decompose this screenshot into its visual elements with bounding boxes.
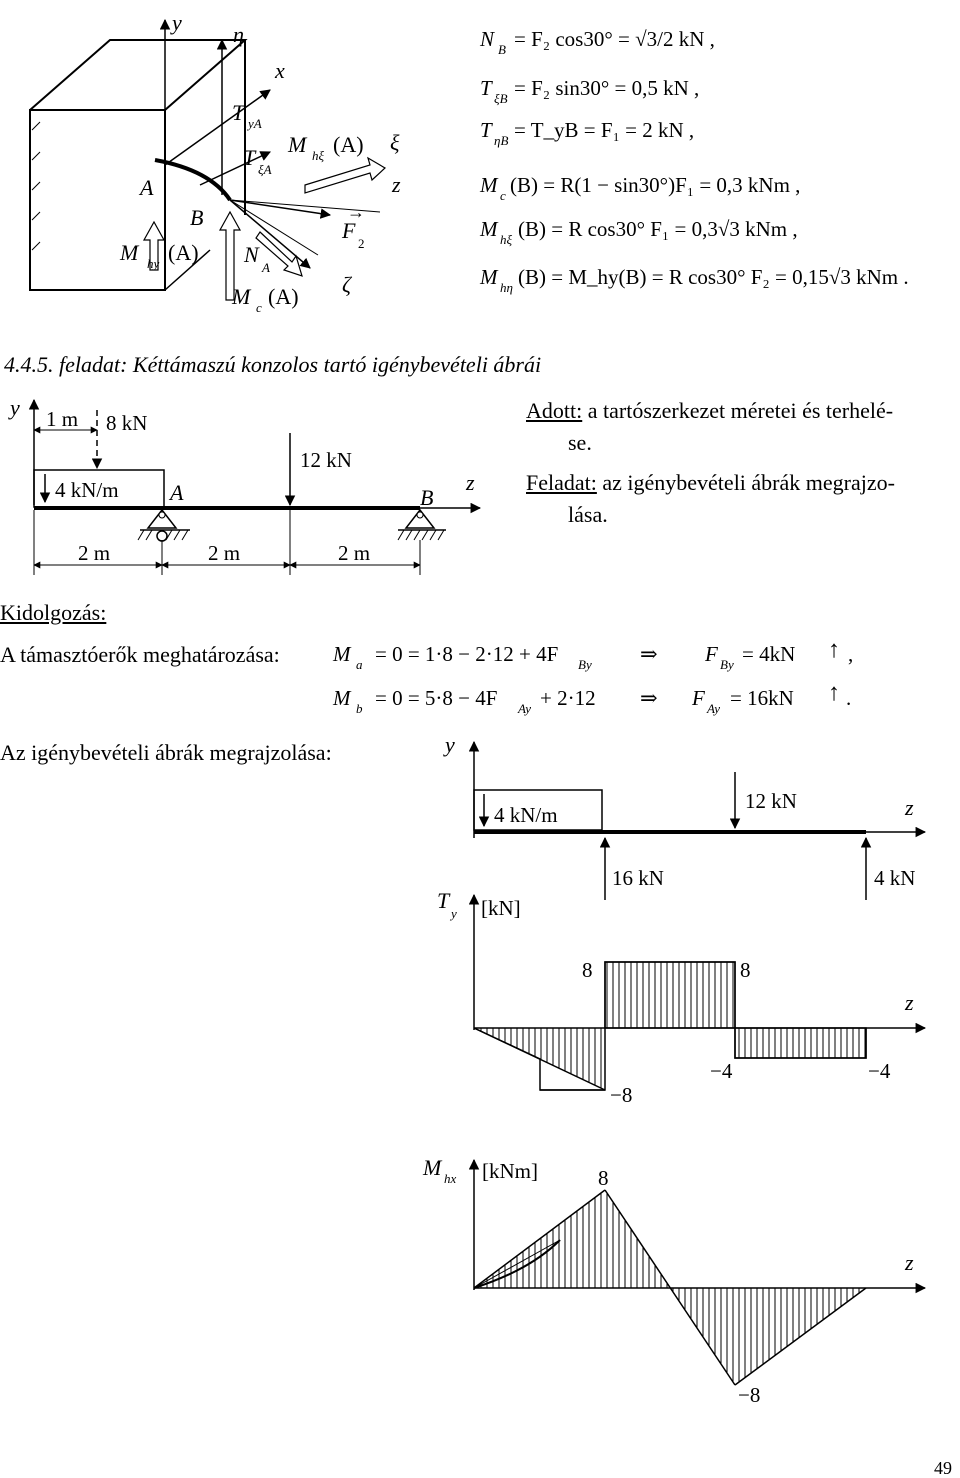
f2-lhs: T <box>480 76 492 100</box>
moment-8: 8 <box>598 1166 609 1190</box>
diag-load: 4 kN/m <box>494 803 558 827</box>
f3-lhs: T <box>480 118 492 142</box>
shear-z: z <box>905 990 914 1015</box>
beam-12kn: 12 kN <box>300 448 352 472</box>
f2-sub: ξB <box>494 91 508 106</box>
f4-rhs: (B) = R(1 − sin30°)F₁ = 0,3 kNm , <box>510 173 801 197</box>
beam-figure <box>8 395 480 575</box>
task-text-1: az igénybevételi ábrák megrajzo- <box>596 470 895 495</box>
f6-rhs: (B) = M_hy(B) = R cos30° F₂ = 0,15√3 kNm . <box>518 265 909 289</box>
shear-label: T <box>437 888 450 913</box>
shear-m4a: −4 <box>710 1059 733 1083</box>
task-line-2: lása. <box>568 502 608 527</box>
label-MhxiA-sub: hξ <box>312 148 325 163</box>
label-MhyA-sub: hy <box>147 256 160 271</box>
moment-z: z <box>905 1250 914 1275</box>
f6-lhs: M <box>480 265 498 289</box>
label-F2-sub: 2 <box>358 236 365 251</box>
diag-y: y <box>445 732 455 757</box>
shear-unit: [kN] <box>481 896 521 920</box>
top-formulas <box>479 27 909 295</box>
eq2-up: ↑ <box>828 680 840 706</box>
dim-1: 2 m <box>78 541 111 565</box>
moment-label: M <box>423 1155 442 1180</box>
shear-8a: 8 <box>582 958 593 982</box>
task-label: Feladat: <box>526 470 597 495</box>
label-F2: F <box>342 218 356 243</box>
diag-12kn: 12 kN <box>745 789 797 813</box>
eq2-sub: b <box>356 701 363 716</box>
vector-mark: → <box>347 202 365 222</box>
eq2-rval: = 16kN <box>730 686 794 710</box>
eq2-result: F <box>692 686 705 710</box>
f6-sub: hη <box>500 280 513 295</box>
eq1-end: , <box>848 642 854 666</box>
eq1-M: M <box>333 642 351 666</box>
f2-rhs: = F₂ sin30° = 0,5 kN , <box>514 76 700 100</box>
diagrams-intro: Az igénybevételi ábrák megrajzolása: <box>0 740 332 765</box>
f5-sub: hξ <box>500 232 513 247</box>
f1-lhs: N <box>480 27 495 51</box>
eq2-rsub: Ay <box>707 701 720 716</box>
support-equations <box>332 637 853 716</box>
diagram-beam <box>443 732 925 900</box>
eq2-end: . <box>846 686 852 710</box>
eq2-fsub: Ay <box>518 701 531 716</box>
label-zeta: ζ <box>342 272 351 297</box>
label-eta: η <box>233 22 244 47</box>
shear-diagram <box>437 888 925 1107</box>
f5-lhs: M <box>480 217 498 241</box>
eq1-body: = 0 = 1·8 − 2·12 + 4F <box>375 642 559 666</box>
label-McA-arg: (A) <box>268 284 299 309</box>
beam-A: A <box>170 480 184 505</box>
shear-m4b: −4 <box>868 1059 891 1083</box>
task-line-1 <box>526 470 895 496</box>
moment-m8: −8 <box>738 1383 761 1407</box>
diag-z: z <box>905 795 914 820</box>
section-title: 4.4.5. feladat: Kéttámaszú konzolos tartó igénybevételi ábrái <box>4 352 542 377</box>
f1-rhs: = F₂ cos30° = √3/2 kN , <box>514 27 715 51</box>
f4-sub: c <box>500 188 506 203</box>
eq1-rsub: By <box>720 657 734 672</box>
label-MhyA: M <box>120 240 139 265</box>
label-B: B <box>190 205 204 230</box>
label-MhyA-arg: (A) <box>168 240 199 265</box>
beam-B: B <box>420 485 434 510</box>
beam-8kn: 8 kN <box>106 411 148 435</box>
beam-4knm: 4 kN/m <box>55 478 119 502</box>
given-label: Adott: <box>526 398 583 423</box>
diag-16kn: 16 kN <box>612 866 664 890</box>
eq2-arrow: ⇒ <box>640 686 658 710</box>
solution-label: Kidolgozás: <box>0 600 107 625</box>
shear-8b: 8 <box>740 958 751 982</box>
eq1-result: F <box>705 642 718 666</box>
eq1-up: ↑ <box>828 637 840 663</box>
shear-sub: y <box>451 906 457 921</box>
beam-1m: 1 m <box>46 407 79 431</box>
label-y: y <box>172 10 182 35</box>
given-line-1 <box>526 398 893 424</box>
label-x: x <box>275 58 285 83</box>
eq2-body: = 0 = 5·8 − 4F <box>375 686 498 710</box>
eq1-sub: a <box>356 657 363 672</box>
eq2-tail: + 2·12 <box>540 686 596 710</box>
moment-unit: [kNm] <box>482 1159 538 1183</box>
eq2-M: M <box>333 686 351 710</box>
figure-3d <box>30 10 401 315</box>
beam-z: z <box>466 470 475 495</box>
label-MhxiA: M <box>288 132 307 157</box>
label-NA: N <box>244 242 259 267</box>
page-number: 49 <box>934 1458 952 1478</box>
label-A: A <box>140 175 154 200</box>
label-McA: M <box>232 284 251 309</box>
label-MhxiA-arg: (A) <box>333 132 364 157</box>
dim-2: 2 m <box>208 541 241 565</box>
label-McA-sub: c <box>256 300 262 315</box>
f3-rhs: = T_yB = F₁ = 2 kN , <box>514 118 695 142</box>
beam-y: y <box>10 395 20 420</box>
f3-sub: ηB <box>494 133 509 148</box>
eq1-rval: = 4kN <box>742 642 796 666</box>
label-xi: ξ <box>390 130 400 155</box>
support-intro: A támasztóerők meghatározása: <box>0 642 280 667</box>
f1-sub: B <box>498 42 506 57</box>
shear-m8: −8 <box>610 1083 633 1107</box>
given-line-2: se. <box>568 430 592 455</box>
label-TxiA-sub: ξA <box>258 162 272 177</box>
label-TyA: T <box>232 100 245 125</box>
label-TyA-sub: yA <box>248 116 262 131</box>
given-text-1: a tartószerkezet méretei és terhelé- <box>582 398 894 423</box>
label-TxiA: T <box>243 145 256 170</box>
f5-rhs: (B) = R cos30° F₁ = 0,3√3 kNm , <box>518 217 798 241</box>
label-NA-sub: A <box>262 260 270 275</box>
moment-sub: hx <box>444 1171 457 1186</box>
eq1-arrow: ⇒ <box>640 642 658 666</box>
diag-4kn: 4 kN <box>874 866 916 890</box>
f4-lhs: M <box>480 173 498 197</box>
label-z: z <box>392 172 401 197</box>
dim-3: 2 m <box>338 541 371 565</box>
moment-diagram <box>422 1155 925 1407</box>
eq1-fsub: By <box>578 657 592 672</box>
